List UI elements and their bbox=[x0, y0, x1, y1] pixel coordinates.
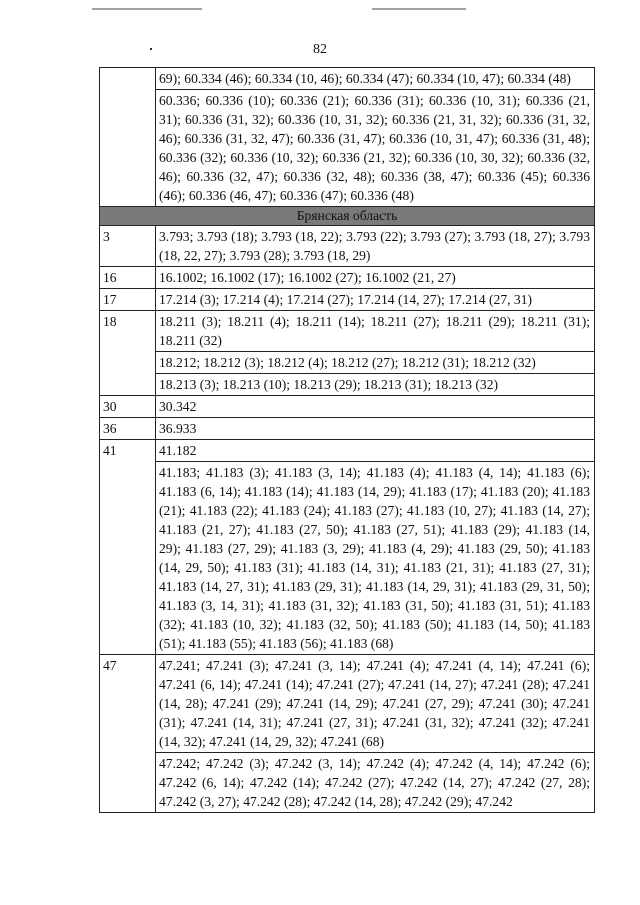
row-values: 41.183; 41.183 (3); 41.183 (3, 14); 41.183 (4); 41.183 (4, 14); 41.183 (6); 41.183 (6, 14); 41.183 (14); 41.183 (14, 29); 41.183 (17); 41.183 (20); 41.183 (21); 41.183 (22); 41.183 (24); 41.183 (27); 41.183 (10, 27); 41.183 (14, 27); 41.183 (21, 27); 41.183 (27, 50); 41.183 (27, 51); 41.183 (29); 41.183 (14, 29); 41.183 (27, 29); 41.183 (3, 29); 41.183 (4, 29); 41.183 (29, 50); 41.183 (14, 29, 50); 41.183 (31); 41.183 (14, 31); 41.183 (21, 31); 41.183 (27, 31); 41.183 (14, 27, 31); 41.183 (29, 31); 41.183 (14, 29, 31); 41.183 (29, 31, 50); 41.183 (3, 14, 31); 41.183 (31, 32); 41.183 (31, 50); 41.183 (31, 51); 41.183 (32); 41.183 (10, 32); 41.183 (32, 50); 41.183 (50); 41.183 (14, 50); 41.183 (51); 41.183 (55); 41.183 (56); 41.183 (68) bbox=[156, 462, 595, 655]
row-code: 41 bbox=[100, 440, 156, 655]
row-values: 60.336; 60.336 (10); 60.336 (21); 60.336 (31); 60.336 (10, 31); 60.336 (21, 31); 60.336 (31, 32); 60.336 (10, 31, 32); 60.336 (21, 31, 32); 60.336 (31, 32, 46); 60.336 (31, 32, 47); 60.336 (31, 47); 60.336 (10, 31, 47); 60.336 (31, 48); 60.336 (32); 60.336 (10, 32); 60.336 (21, 32); 60.336 (10, 30, 32); 60.336 (32, 46); 60.336 (32, 47); 60.336 (32, 48); 60.336 (38, 47); 60.336 (45); 60.336 (46); 60.336 (46, 47); 60.336 (47); 60.336 (48) bbox=[156, 90, 595, 207]
row-values: 17.214 (3); 17.214 (4); 17.214 (27); 17.214 (14, 27); 17.214 (27, 31) bbox=[156, 289, 595, 311]
table-row bbox=[100, 374, 595, 396]
region-header-row bbox=[100, 207, 595, 226]
row-values: 30.342 bbox=[156, 396, 595, 418]
row-values: 3.793; 3.793 (18); 3.793 (18, 22); 3.793 (22); 3.793 (27); 3.793 (18, 27); 3.793 (18, 22, 27); 3.793 (28); 3.793 (18, 29) bbox=[156, 226, 595, 267]
row-values: 36.933 bbox=[156, 418, 595, 440]
row-code: 17 bbox=[100, 289, 156, 311]
scan-artifact-left bbox=[92, 8, 202, 10]
row-values: 18.212; 18.212 (3); 18.212 (4); 18.212 (27); 18.212 (31); 18.212 (32) bbox=[156, 352, 595, 374]
row-code: 3 bbox=[100, 226, 156, 267]
table-row bbox=[100, 396, 595, 418]
row-values: 47.242; 47.242 (3); 47.242 (3, 14); 47.242 (4); 47.242 (4, 14); 47.242 (6); 47.242 (6, 14); 47.242 (14); 47.242 (27); 47.242 (14, 27); 47.242 (27, 28); 47.242 (3, 27); 47.242 (28); 47.242 (14, 28); 47.242 (29); 47.242 bbox=[156, 753, 595, 813]
row-values: 41.182 bbox=[156, 440, 595, 462]
scan-speck bbox=[150, 48, 152, 50]
row-code: 16 bbox=[100, 267, 156, 289]
scan-artifact-right bbox=[372, 8, 466, 10]
table-row bbox=[100, 462, 595, 655]
row-code: 30 bbox=[100, 396, 156, 418]
codes-table bbox=[99, 67, 595, 813]
table-row bbox=[100, 655, 595, 753]
row-values: 16.1002; 16.1002 (17); 16.1002 (27); 16.1002 (21, 27) bbox=[156, 267, 595, 289]
row-code: 36 bbox=[100, 418, 156, 440]
page-number: 82 bbox=[313, 42, 327, 57]
region-header: Брянская область bbox=[100, 207, 595, 226]
table-row bbox=[100, 352, 595, 374]
row-values: 47.241; 47.241 (3); 47.241 (3, 14); 47.241 (4); 47.241 (4, 14); 47.241 (6); 47.241 (6, 14); 47.241 (14); 47.241 (27); 47.241 (14, 27); 47.241 (28); 47.241 (14, 28); 47.241 (29); 47.241 (14, 29); 47.241 (27, 29); 47.241 (30); 47.241 (31); 47.241 (14, 31); 47.241 (27, 31); 47.241 (31, 32); 47.241 (32); 47.241 (14, 32); 47.241 (14, 29, 32); 47.241 (68) bbox=[156, 655, 595, 753]
row-values: 18.211 (3); 18.211 (4); 18.211 (14); 18.211 (27); 18.211 (29); 18.211 (31); 18.211 (32) bbox=[156, 311, 595, 352]
table-row bbox=[100, 418, 595, 440]
table-row bbox=[100, 753, 595, 813]
table-row bbox=[100, 311, 595, 352]
table-row bbox=[100, 289, 595, 311]
table-row bbox=[100, 90, 595, 207]
row-values: 69); 60.334 (46); 60.334 (10, 46); 60.334 (47); 60.334 (10, 47); 60.334 (48) bbox=[156, 68, 595, 90]
table-row bbox=[100, 267, 595, 289]
row-code bbox=[100, 68, 156, 207]
table-row bbox=[100, 226, 595, 267]
row-values: 18.213 (3); 18.213 (10); 18.213 (29); 18.213 (31); 18.213 (32) bbox=[156, 374, 595, 396]
row-code: 18 bbox=[100, 311, 156, 396]
table-row bbox=[100, 68, 595, 90]
table-row bbox=[100, 440, 595, 462]
codes-table-body bbox=[100, 68, 595, 813]
row-code: 47 bbox=[100, 655, 156, 813]
